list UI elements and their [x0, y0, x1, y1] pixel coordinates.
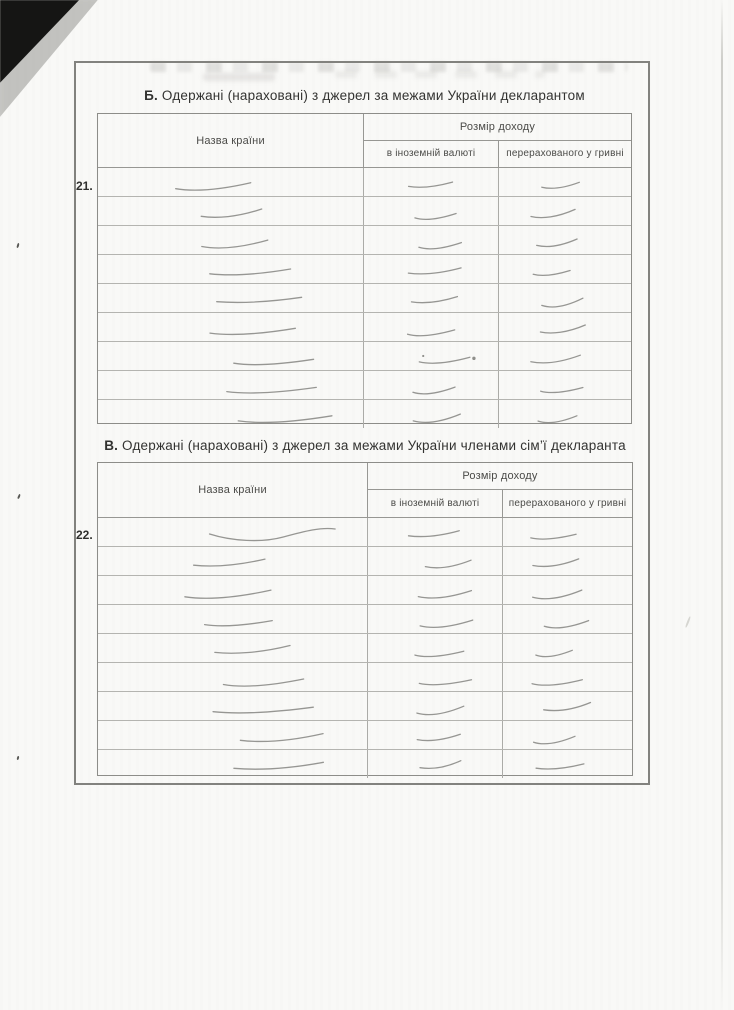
- cell-uah: [503, 547, 632, 575]
- cell-foreign-currency: [368, 634, 503, 662]
- handwritten-dash: [364, 400, 498, 428]
- cell-country: [98, 371, 364, 399]
- handwritten-dash: [499, 226, 631, 254]
- table-row: [98, 255, 631, 284]
- handwritten-dash: [98, 342, 363, 370]
- section-v-letter: В.: [104, 438, 119, 453]
- handwritten-dash: [364, 284, 498, 312]
- cell-uah: [503, 518, 632, 546]
- handwritten-dash: [98, 547, 367, 575]
- cell-uah: [503, 750, 632, 778]
- cell-country: [98, 313, 364, 341]
- table-row: [98, 663, 632, 692]
- cell-country: [98, 721, 368, 749]
- column-header-foreign-currency: в іноземній валюті: [368, 490, 503, 517]
- handwritten-dash: [364, 342, 498, 370]
- cell-uah: [499, 255, 631, 283]
- column-header-uah-equivalent: перерахованого у гривні: [506, 148, 624, 160]
- cell-country: [98, 547, 368, 575]
- paper-edge-line: [721, 0, 723, 1010]
- handwritten-dash: [368, 547, 502, 575]
- cell-foreign-currency: [364, 371, 499, 399]
- table-row: [98, 197, 631, 226]
- section-b-letter: Б.: [144, 88, 158, 103]
- table-row: [98, 692, 632, 721]
- handwritten-dash: [499, 371, 631, 399]
- table-row: [98, 313, 631, 342]
- handwritten-dash: [503, 721, 632, 749]
- cell-country: [98, 168, 364, 196]
- handwritten-dash: [364, 168, 498, 196]
- cell-country: [98, 692, 368, 720]
- handwritten-dash: [98, 634, 367, 662]
- handwritten-dash: [499, 284, 631, 312]
- handwritten-dash: [368, 750, 502, 778]
- table-row: [98, 168, 631, 197]
- table-row: [98, 750, 632, 778]
- handwritten-dash: [503, 605, 632, 633]
- table-row: [98, 226, 631, 255]
- section-b-title: [97, 88, 632, 104]
- handwritten-dash: [364, 197, 498, 225]
- cell-foreign-currency: [364, 197, 499, 225]
- cell-uah: [503, 634, 632, 662]
- handwritten-dash: [499, 400, 631, 428]
- right-margin-speck: [685, 616, 691, 628]
- left-margin-speck: [17, 494, 21, 499]
- handwritten-dash: [98, 605, 367, 633]
- section-v-title: [97, 438, 633, 454]
- handwritten-dash: [364, 313, 498, 341]
- handwritten-dash: [499, 168, 631, 196]
- ink-dot: [472, 357, 475, 360]
- cell-foreign-currency: [368, 750, 503, 778]
- ink-dot: [422, 355, 424, 357]
- cell-country: [98, 663, 368, 691]
- cell-foreign-currency: [368, 576, 503, 604]
- cell-foreign-currency: [364, 400, 499, 428]
- column-header-foreign-currency: в іноземній валюті: [364, 141, 499, 168]
- table-body: [98, 168, 631, 428]
- cell-uah: [503, 605, 632, 633]
- cell-foreign-currency: [368, 518, 503, 546]
- cell-uah: [503, 576, 632, 604]
- handwritten-dash: [98, 400, 363, 428]
- handwritten-dash: [503, 576, 632, 604]
- table-row: [98, 400, 631, 428]
- section-v-title-text: Одержані (нараховані) з джерел за межами України членами сім’ї декларанта: [118, 438, 626, 453]
- handwritten-dash: [368, 663, 502, 691]
- handwritten-dash: [368, 692, 502, 720]
- table-foreign-income-family: [97, 462, 633, 776]
- handwritten-dash: [368, 576, 502, 604]
- handwritten-dash: [98, 576, 367, 604]
- cell-uah: [499, 197, 631, 225]
- handwritten-dash: [98, 313, 363, 341]
- cell-uah: [499, 226, 631, 254]
- cell-foreign-currency: [368, 692, 503, 720]
- cell-foreign-currency: [364, 313, 499, 341]
- handwritten-dash: [503, 663, 632, 691]
- table-header: [98, 463, 632, 518]
- cell-country: [98, 634, 368, 662]
- table-row: [98, 342, 631, 371]
- section-b-title-text: Одержані (нараховані) з джерел за межами України декларантом: [157, 88, 585, 103]
- table-row: [98, 284, 631, 313]
- handwritten-dash: [364, 226, 498, 254]
- cell-uah: [499, 284, 631, 312]
- handwritten-dash: [98, 255, 363, 283]
- cell-uah: [503, 721, 632, 749]
- handwritten-dash: [364, 255, 498, 283]
- cell-country: [98, 226, 364, 254]
- handwritten-dash: [364, 371, 498, 399]
- cell-country: [98, 284, 364, 312]
- column-group-income: [364, 114, 631, 167]
- handwritten-dash: [98, 197, 363, 225]
- cell-foreign-currency: [364, 168, 499, 196]
- income-subcolumns: [368, 490, 632, 517]
- column-header-uah-equivalent: перерахованого у гривні: [508, 498, 627, 509]
- cell-foreign-currency: [368, 721, 503, 749]
- cell-country: [98, 400, 364, 428]
- handwritten-dash: [98, 226, 363, 254]
- handwritten-dash: [499, 342, 631, 370]
- cell-country: [98, 342, 364, 370]
- cell-foreign-currency: [368, 663, 503, 691]
- table-row: [98, 576, 632, 605]
- cell-country: [98, 197, 364, 225]
- handwritten-dash: [368, 721, 502, 749]
- handwritten-dash: [98, 750, 367, 778]
- handwritten-dash: [499, 313, 631, 341]
- cell-uah: [499, 342, 631, 370]
- handwritten-dash: [98, 168, 363, 196]
- handwritten-dash: [499, 197, 631, 225]
- cell-uah: [503, 692, 632, 720]
- left-margin-speck: [16, 243, 19, 248]
- handwritten-dash: [98, 721, 367, 749]
- table-body: [98, 518, 632, 778]
- handwritten-dash: [98, 663, 367, 691]
- table-row: [98, 634, 632, 663]
- table-row: [98, 721, 632, 750]
- column-group-income: [368, 463, 632, 517]
- handwritten-dash: [98, 371, 363, 399]
- handwritten-dash: [98, 518, 367, 546]
- column-header-income-size: Розмір доходу: [364, 114, 631, 141]
- handwritten-dash: [368, 605, 502, 633]
- table-row: [98, 605, 632, 634]
- handwritten-dash: [368, 634, 502, 662]
- cell-uah: [499, 400, 631, 428]
- cell-foreign-currency: [368, 605, 503, 633]
- cell-foreign-currency: [368, 547, 503, 575]
- handwritten-dash: [503, 547, 632, 575]
- cell-uah: [499, 371, 631, 399]
- cell-country: [98, 255, 364, 283]
- cell-foreign-currency: [364, 342, 499, 370]
- column-header-income-size: Розмір доходу: [368, 463, 632, 490]
- handwritten-dash: [499, 255, 631, 283]
- handwritten-dash: [98, 692, 367, 720]
- table-row: [98, 371, 631, 400]
- handwritten-dash: [98, 284, 363, 312]
- table-row: [98, 547, 632, 576]
- item-number-22: 22.: [76, 528, 93, 542]
- income-subcolumns: [364, 141, 631, 168]
- cell-uah: [499, 313, 631, 341]
- cell-foreign-currency: [364, 255, 499, 283]
- handwritten-dash: [503, 634, 632, 662]
- table-foreign-income-declarant: [97, 113, 632, 424]
- handwritten-dash: [503, 750, 632, 778]
- left-margin-speck: [17, 756, 20, 760]
- cell-country: [98, 750, 368, 778]
- cell-country: [98, 605, 368, 633]
- handwritten-dash: [503, 518, 632, 546]
- cell-country: [98, 518, 368, 546]
- table-row: [98, 518, 632, 547]
- cell-foreign-currency: [364, 226, 499, 254]
- cell-foreign-currency: [364, 284, 499, 312]
- cell-uah: [503, 663, 632, 691]
- cell-uah: [499, 168, 631, 196]
- cell-country: [98, 576, 368, 604]
- column-header-country: Назва країни: [98, 114, 364, 167]
- handwritten-dash: [368, 518, 502, 546]
- item-number-21: 21.: [76, 179, 93, 193]
- column-header-country: Назва країни: [98, 463, 368, 517]
- handwritten-dash: [503, 692, 632, 720]
- table-header: [98, 114, 631, 168]
